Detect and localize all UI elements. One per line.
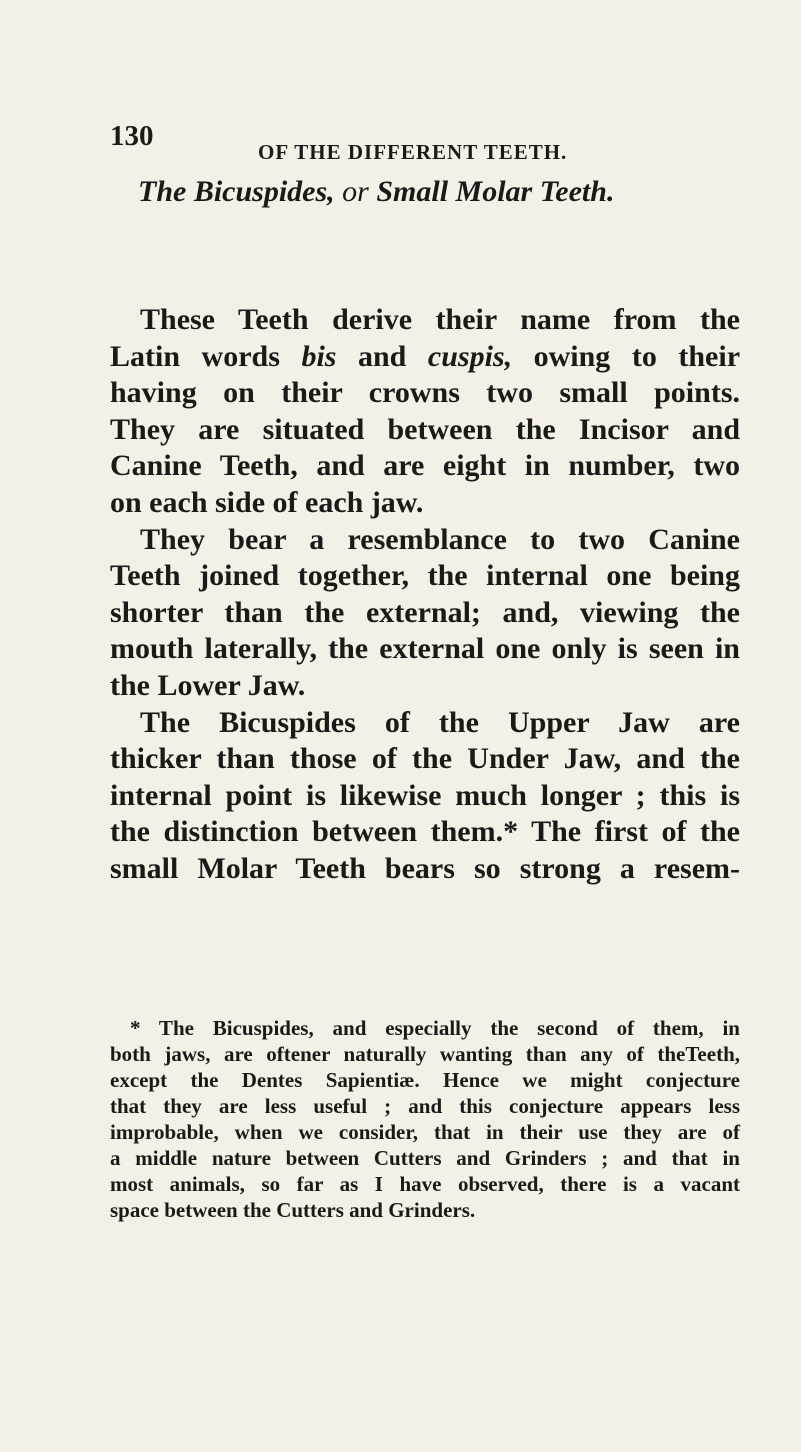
body-line: They are situated between the Incisor and — [110, 412, 740, 446]
footnote-line: a middle nature between Cutters and Grinders ; and that in — [110, 1146, 740, 1170]
section-title-part3: Small Molar Teeth. — [376, 175, 615, 208]
body-text — [110, 302, 740, 888]
body-line: shorter than the external; and, viewing the — [110, 595, 740, 629]
footnote-line: most animals, so far as I have observed, there is a vacant — [110, 1172, 740, 1196]
body-line: These Teeth derive their name from the — [140, 303, 740, 336]
body-line: on each side of each jaw. — [110, 485, 424, 519]
body-line: having on their crowns two small points. — [110, 376, 740, 410]
body-line: the Lower Jaw. — [110, 668, 306, 702]
latin-word-bis: bis — [301, 339, 337, 373]
body-line — [110, 339, 740, 376]
section-title — [138, 175, 738, 209]
body-line: Canine Teeth, and are eight in number, two — [110, 449, 740, 483]
footnote-line: space between the Cutters and Grinders. — [110, 1198, 476, 1222]
running-head: OF THE DIFFERENT TEETH. — [258, 140, 568, 164]
body-line: internal point is likewise much longer ; this is — [110, 778, 740, 812]
body-line: small Molar Teeth bears so strong a resem- — [110, 851, 740, 885]
body-line-rest: owing to their — [512, 339, 741, 373]
footnote-line: improbable, when we consider, that in their use they are of — [110, 1120, 740, 1144]
footnote-line: both jaws, are oftener naturally wanting than any of theTeeth, — [110, 1042, 740, 1066]
section-title-part1: The Bicuspides, — [138, 175, 335, 208]
footnote-line: * The Bicuspides, and especially the second of them, in — [130, 1016, 740, 1040]
footnote — [110, 1015, 740, 1223]
page-number: 130 — [110, 120, 154, 152]
body-line: Teeth joined together, the internal one being — [110, 559, 740, 593]
body-line-start: Latin words — [110, 339, 280, 373]
body-line: They bear a resemblance to two Canine — [140, 522, 740, 556]
footnote-line: except the Dentes Sapientiæ. Hence we might conjecture — [110, 1068, 740, 1092]
latin-word-cuspis: cuspis, — [427, 339, 513, 373]
body-line: the distinction between them.* The first of the — [110, 815, 740, 849]
body-line: thicker than those of the Under Jaw, and the — [110, 742, 740, 776]
body-line: The Bicuspides of the Upper Jaw are — [140, 705, 740, 739]
body-line: mouth laterally, the external one only is seen in — [110, 632, 740, 666]
footnote-line: that they are less useful ; and this conjecture appears less — [110, 1094, 740, 1118]
section-title-or: or — [334, 175, 377, 208]
body-line-and: and — [336, 339, 428, 373]
